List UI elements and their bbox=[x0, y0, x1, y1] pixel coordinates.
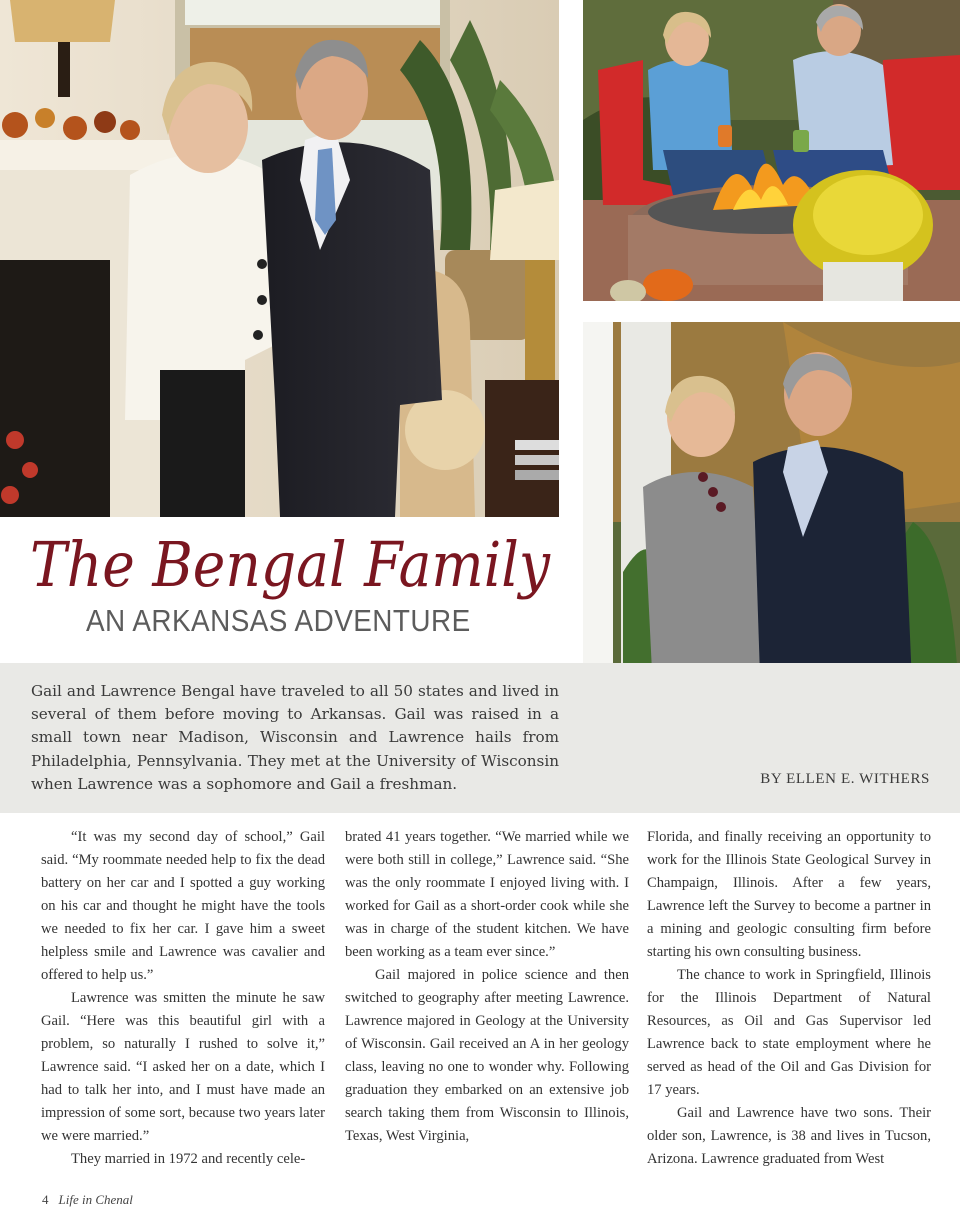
byline: BY ELLEN E. WITHERS bbox=[760, 771, 930, 787]
page-folio bbox=[42, 1192, 133, 1208]
body-paragraph: Gail majored in police science and then switched to geography after meeting Lawrence. Lawrence majored in Geology at the University of Wisconsin. Gail received an A in her geology class, leaving no one to wonder why. Following graduation they embarked on an extensive job search taking them from Wisconsin to Illinois, Texas, West Virginia, bbox=[345, 967, 629, 1144]
body-paragraph: The chance to work in Springfield, Illinois for the Illinois Department of Natural Resources, as Oil and Gas Supervisor led Lawrence back to state employment where he served as head of the Oil and Gas Division for 17 years. bbox=[647, 967, 931, 1098]
body-paragraph: “It was my second day of school,” Gail said. “My roommate needed help to fix the dead battery on her car and I spotted a guy working on his car and thought he might have the tools we needed to fix her car. I gave him a sweet helpless smile and Lawrence was cavalier and offered to help us.” bbox=[41, 829, 325, 983]
body-column-3 bbox=[647, 826, 931, 1171]
body-paragraph: Florida, and finally receiving an opportunity to work for the Illinois State Geological Survey in Champaign, Illinois. After a few years, Lawrence left the Survey to become a partner in a mining and geologic consulting firm before starting his own consulting business. bbox=[647, 829, 931, 960]
body-column-2 bbox=[345, 826, 629, 1148]
body-paragraph: Gail and Lawrence have two sons. Their older son, Lawrence, is 38 and lives in Tucson, Arizona. Lawrence graduated from West bbox=[647, 1105, 931, 1167]
photo-couple-fireplace bbox=[0, 0, 559, 517]
body-paragraph: Lawrence was smitten the minute he saw Gail. “Here was this beautiful girl with a problem, so naturally I rushed to solve it,” Lawrence said. “I asked her on a date, which I had to talk her into, and I must have made an impression of some sort, because two years later we were married.” bbox=[41, 990, 325, 1144]
body-paragraph: brated 41 years together. “We married while we were both still in college,” Lawrence said. “She was the only roommate I enjoyed living with. I worked for Gail as a short-order cook while she was in charge of the student kitchen. We have been working as a team ever since.” bbox=[345, 829, 629, 960]
body-column-1 bbox=[41, 826, 325, 1171]
page-number: 4 bbox=[42, 1192, 49, 1207]
photo-couple-firepit bbox=[583, 0, 960, 301]
intro-paragraph: Gail and Lawrence Bengal have traveled to all 50 states and lived in several of them before moving to Arkansas. Gail was raised in a small town near Madison, Wisconsin and Lawrence hails from Philadelphia, Pennsylvania. They met at the University of Wisconsin when Lawrence was a sophomore and Gail a freshman. bbox=[31, 682, 559, 793]
publication-name: Life in Chenal bbox=[58, 1192, 133, 1207]
body-paragraph: They married in 1972 and recently cele- bbox=[71, 1151, 306, 1167]
article-subtitle: AN ARKANSAS ADVENTURE bbox=[86, 603, 471, 638]
article-title-text: The Bengal Family bbox=[30, 528, 551, 601]
